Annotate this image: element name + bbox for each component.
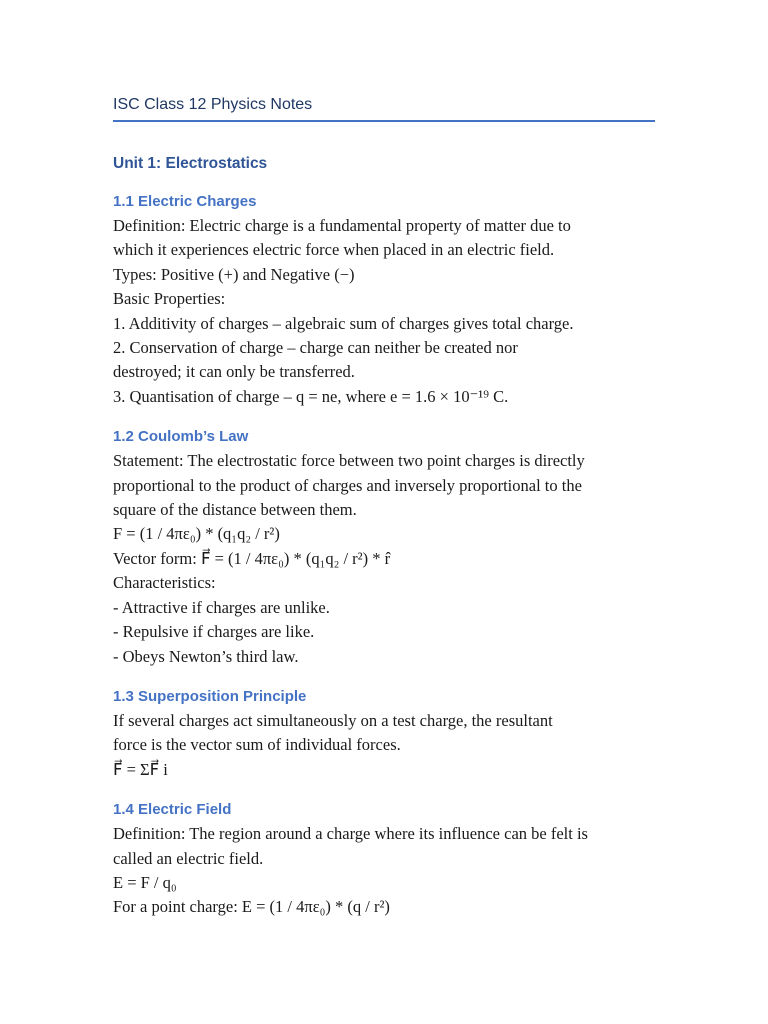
section-body (113, 709, 655, 782)
section-coulombs-law (113, 427, 655, 669)
section-body (113, 822, 655, 920)
list-item: - Attractive if charges are unlike. (113, 597, 330, 617)
body-line: 1. Additivity of charges – algebraic sum of charges gives total charge. (113, 313, 574, 333)
list-item: - Obeys Newton’s third law. (113, 646, 299, 666)
section-superposition (113, 687, 655, 782)
formula-line: For a point charge: E = (1 / 4πε₀) * (q / r²) (113, 897, 390, 917)
body-line: 3. Quantisation of charge – q = ne, where e = 1.6 × 10⁻¹⁹ C. (113, 386, 509, 406)
body-line: called an electric field. (113, 848, 264, 868)
document-page (113, 96, 655, 920)
section-heading: 1.4 Electric Field (113, 801, 232, 819)
body-line: Characteristics: (113, 573, 216, 593)
list-item: - Repulsive if charges are like. (113, 622, 315, 642)
body-line: If several charges act simultaneously on a test charge, the resultant (113, 710, 553, 730)
body-line: destroyed; it can only be transferred. (113, 362, 355, 382)
section-body (113, 214, 655, 409)
body-line: proportional to the product of charges and inversely proportional to the (113, 475, 582, 495)
unit-heading: Unit 1: Electrostatics (113, 155, 268, 172)
section-heading: 1.2 Coulomb’s Law (113, 428, 249, 446)
formula-line: E = F / q₀ (113, 872, 177, 892)
body-line: which it experiences electric force when placed in an electric field. (113, 240, 555, 260)
section-electric-charges (113, 192, 655, 409)
body-line: Definition: Electric charge is a fundamental property of matter due to (113, 216, 571, 235)
body-line: 2. Conservation of charge – charge can neither be created nor (113, 338, 518, 358)
section-heading: 1.3 Superposition Principle (113, 687, 307, 705)
body-line: Types: Positive (+) and Negative (−) (113, 264, 355, 284)
document-title: ISC Class 12 Physics Notes (113, 96, 313, 113)
section-body (113, 449, 655, 669)
body-line: Definition: The region around a charge where its influence can be felt is (113, 824, 588, 844)
title-underline (113, 120, 655, 122)
formula-line: F = (1 / 4πε₀) * (q₁q₂ / r²) (113, 524, 280, 544)
body-line: Statement: The electrostatic force between two point charges is directly (113, 451, 585, 471)
body-line: square of the distance between them. (113, 500, 357, 520)
section-electric-field (113, 800, 655, 920)
formula-line: F⃗ = ΣF⃗ i (113, 759, 168, 779)
section-heading: 1.1 Electric Charges (113, 193, 257, 210)
body-line: force is the vector sum of individual forces. (113, 735, 401, 755)
formula-line: Vector form: F⃗ = (1 / 4πε₀) * (q₁q₂ / r²) * r̂ (113, 548, 391, 568)
body-line: Basic Properties: (113, 289, 226, 309)
